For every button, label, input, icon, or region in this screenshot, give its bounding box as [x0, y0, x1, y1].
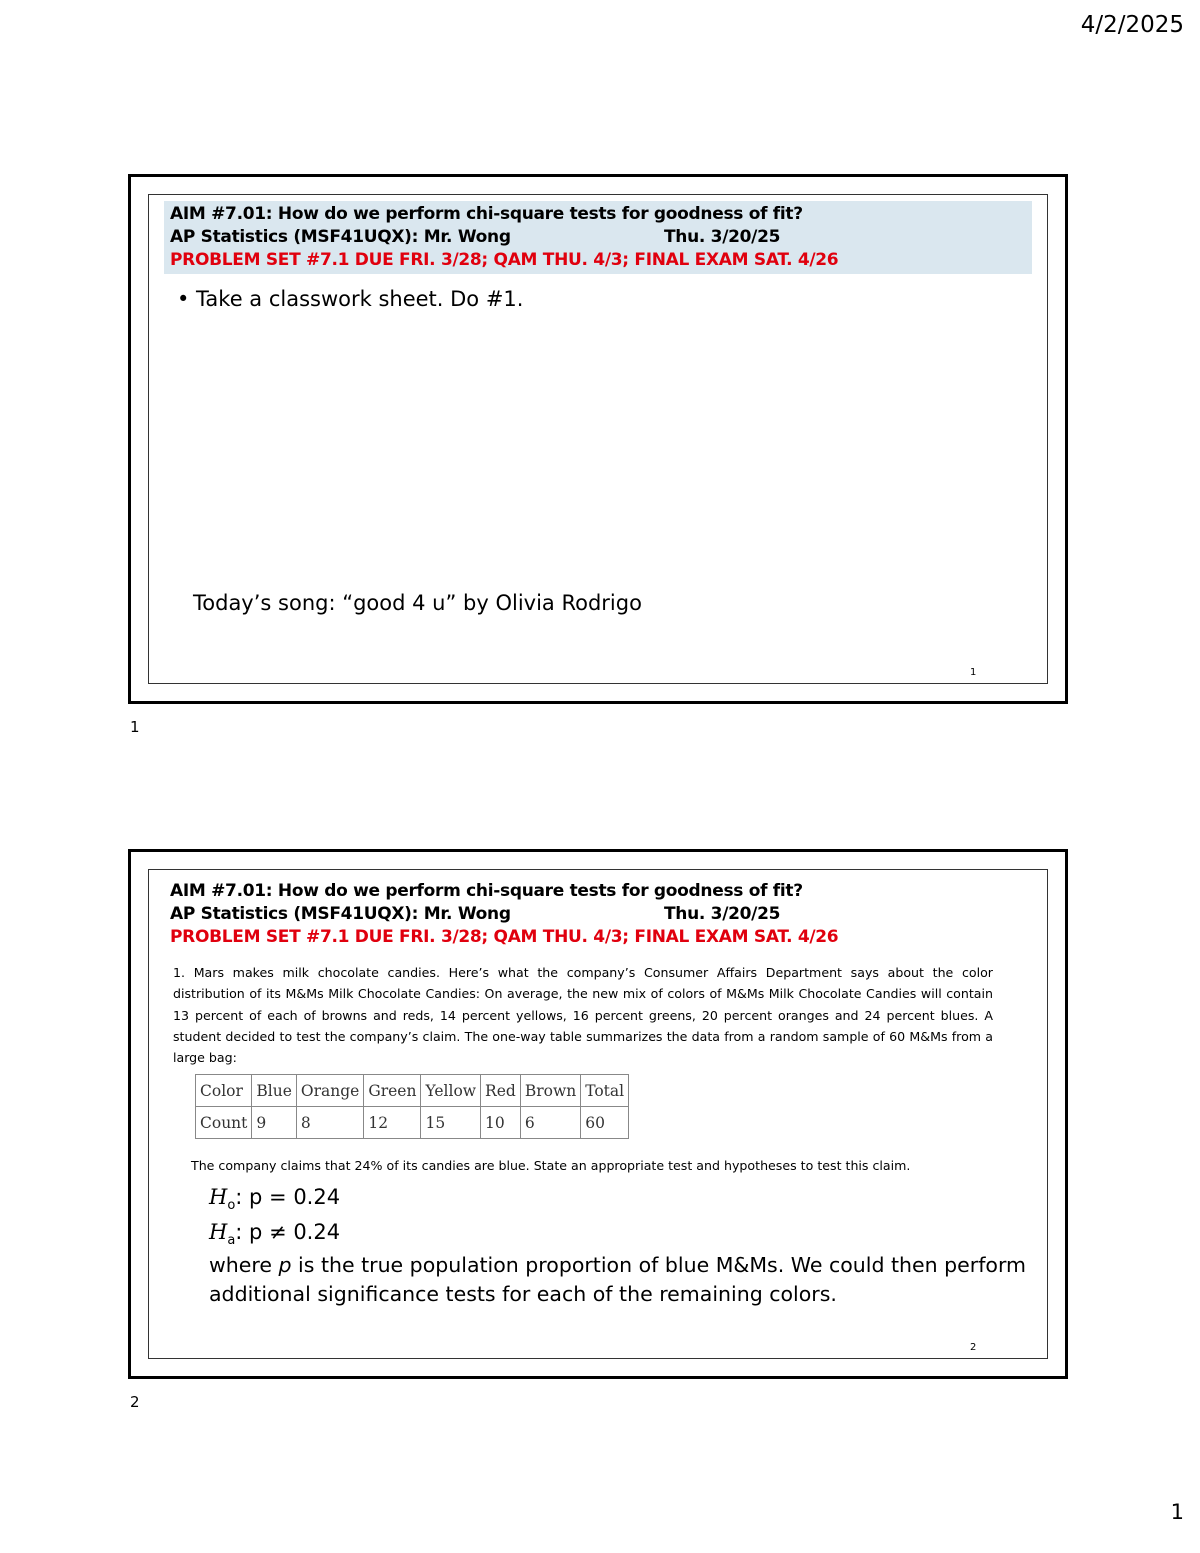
table-cell: 10: [481, 1107, 521, 1139]
answer-part-2: is the true population proportion of blue M&Ms. We could then perform additional significance tests for each of the remaining colors.: [209, 1253, 1026, 1306]
hypothesis-subscript: o: [227, 1198, 236, 1214]
problem-text: 1. Mars makes milk chocolate candies. Here’s what the company’s Consumer Affairs Department says about the color distribution of its M&Ms Milk Chocolate Candies: On average, the new mix of colors of M&Ms Milk Chocolate Candies will contain 13 percent of each of browns and reds, 14 percent yellows, 16 percent greens, 20 percent oranges and 24 percent blues. A student decided to test the company’s claim. The one-way table summarizes the data from a random sample of 60 M&Ms from a large bag:: [173, 965, 993, 1066]
table-cell: Total: [581, 1075, 629, 1107]
aim-line: AIM #7.01: How do we perform chi-square tests for goodness of fit?: [170, 881, 803, 901]
page-number: 1: [1170, 1500, 1184, 1524]
hypothesis-statement: : p ≠ 0.24: [235, 1220, 341, 1244]
answer-text: [209, 1251, 1029, 1309]
table-cell: Count: [196, 1107, 252, 1139]
slide-1: [128, 174, 1068, 704]
answer-part-1: where: [209, 1253, 272, 1277]
table-cell: Yellow: [421, 1075, 481, 1107]
instruction-bullet: • Take a classwork sheet. Do #1.: [177, 287, 524, 311]
course-name: AP Statistics (MSF41UQX): Mr. Wong: [170, 227, 511, 247]
table-cell: Green: [364, 1075, 421, 1107]
hypothesis-subscript: a: [227, 1233, 236, 1249]
answer-parameter: p: [278, 1253, 292, 1277]
table-cell: 15: [421, 1107, 481, 1139]
slide-number: 2: [970, 1342, 977, 1353]
hypothesis-statement: : p = 0.24: [235, 1185, 341, 1209]
table-cell: Red: [481, 1075, 521, 1107]
question-text: The company claims that 24% of its candies are blue. State an appropriate test and hypotheses to test this claim.: [191, 1158, 911, 1173]
slide-label-1: 1: [130, 718, 140, 736]
null-hypothesis: [209, 1182, 340, 1221]
table-cell: 6: [520, 1107, 580, 1139]
table-cell: 60: [581, 1107, 629, 1139]
slide-2: [128, 849, 1068, 1379]
course-line: [170, 226, 1026, 249]
table-header-row: [196, 1075, 629, 1107]
aim-line: AIM #7.01: How do we perform chi-square tests for goodness of fit?: [170, 204, 803, 224]
table-cell: 12: [364, 1107, 421, 1139]
table-cell: Blue: [252, 1075, 297, 1107]
table-cell: 9: [252, 1107, 297, 1139]
table-cell: 8: [296, 1107, 363, 1139]
course-name: AP Statistics (MSF41UQX): Mr. Wong: [170, 904, 511, 924]
slide-2-header: [170, 880, 1032, 949]
class-date: Thu. 3/20/25: [664, 904, 781, 924]
slide-1-header: [164, 201, 1032, 274]
table-cell: Brown: [520, 1075, 580, 1107]
print-date: 4/2/2025: [1080, 12, 1184, 38]
table-row: [196, 1107, 629, 1139]
class-date: Thu. 3/20/25: [664, 227, 781, 247]
hypothesis-symbol: H: [209, 1185, 228, 1209]
todays-song: Today’s song: “good 4 u” by Olivia Rodrigo: [193, 591, 642, 615]
slide-number: 1: [970, 667, 977, 678]
hypothesis-symbol: H: [209, 1220, 228, 1244]
course-line: [170, 903, 1032, 926]
slide-label-2: 2: [130, 1393, 140, 1411]
table-cell: Orange: [296, 1075, 363, 1107]
table-cell: Color: [196, 1075, 252, 1107]
due-dates-line: PROBLEM SET #7.1 DUE FRI. 3/28; QAM THU. 4/3; FINAL EXAM SAT. 4/26: [170, 250, 839, 270]
due-dates-line: PROBLEM SET #7.1 DUE FRI. 3/28; QAM THU. 4/3; FINAL EXAM SAT. 4/26: [170, 927, 839, 947]
mm-count-table: [195, 1074, 629, 1139]
